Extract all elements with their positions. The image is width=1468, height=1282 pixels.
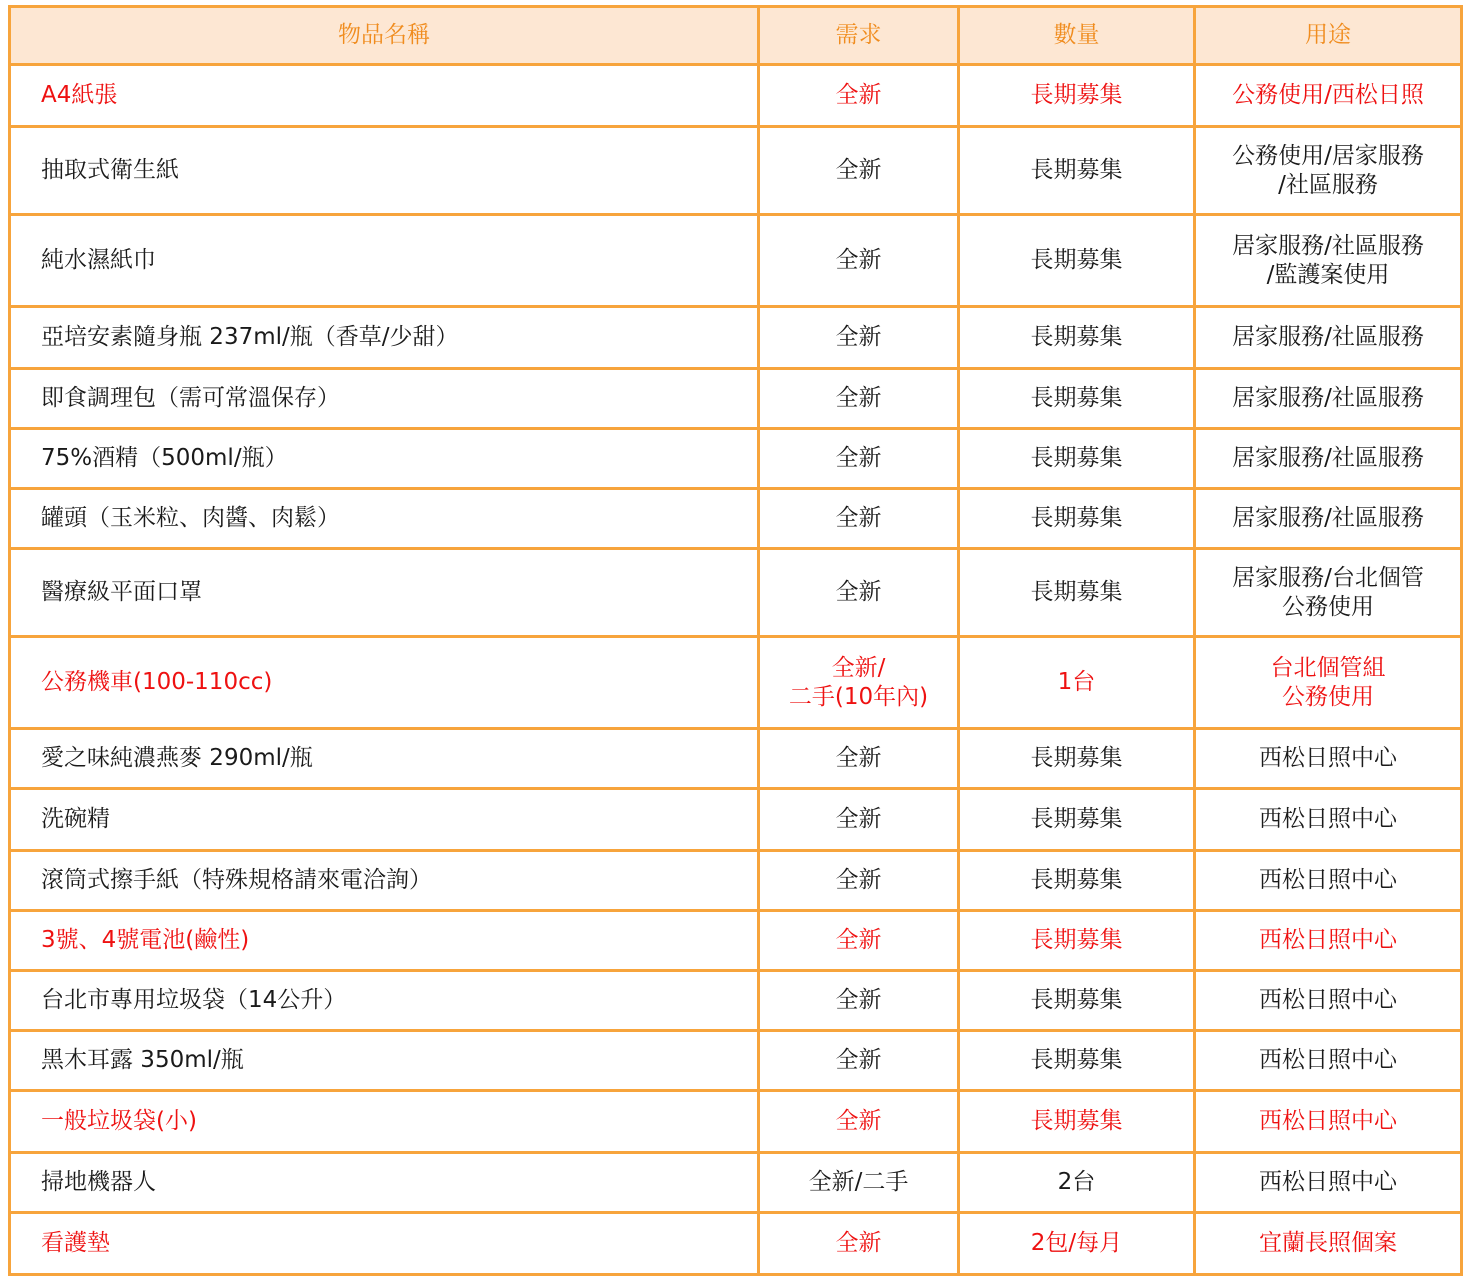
condition-text: 全新 bbox=[835, 445, 882, 471]
quantity-text: 長期募集 bbox=[1030, 505, 1123, 531]
condition-text: 全新 bbox=[835, 324, 882, 350]
item-name-cell bbox=[10, 127, 759, 215]
item-name-text: 抽取式衛生紙 bbox=[41, 157, 179, 183]
condition-cell bbox=[759, 851, 959, 911]
quantity-text: 長期募集 bbox=[1030, 445, 1123, 471]
table-row bbox=[10, 65, 1462, 127]
condition-text: 全新 bbox=[835, 1108, 882, 1134]
quantity-text: 1台 bbox=[1057, 669, 1096, 695]
item-name-text: 愛之味純濃燕麥 290ml/瓶 bbox=[41, 745, 313, 771]
condition-cell bbox=[759, 369, 959, 429]
table-row bbox=[10, 369, 1462, 429]
quantity-text: 長期募集 bbox=[1030, 987, 1123, 1013]
usage-text: 居家服務/社區服務 bbox=[1232, 505, 1424, 531]
item-name-cell bbox=[10, 1091, 759, 1153]
item-name-cell bbox=[10, 911, 759, 971]
quantity-cell bbox=[959, 1213, 1195, 1275]
quantity-cell bbox=[959, 1091, 1195, 1153]
usage-text: 西松日照中心 bbox=[1259, 927, 1397, 953]
usage-cell bbox=[1195, 215, 1462, 307]
usage-cell bbox=[1195, 1091, 1462, 1153]
condition-cell bbox=[759, 789, 959, 851]
quantity-cell bbox=[959, 549, 1195, 637]
condition-text: 全新 bbox=[835, 157, 882, 183]
quantity-cell bbox=[959, 1031, 1195, 1091]
usage-cell bbox=[1195, 789, 1462, 851]
condition-text: 全新 bbox=[835, 505, 882, 531]
condition-text: 全新/ bbox=[831, 654, 886, 681]
usage-cell bbox=[1195, 307, 1462, 369]
quantity-text: 長期募集 bbox=[1030, 806, 1123, 832]
condition-text: 全新 bbox=[835, 927, 882, 953]
item-name-text: 洗碗精 bbox=[41, 806, 110, 832]
usage-cell bbox=[1195, 1153, 1462, 1213]
usage-cell bbox=[1195, 851, 1462, 911]
usage-text: 公務使用/居家服務 bbox=[1232, 142, 1424, 169]
table-row bbox=[10, 1213, 1462, 1275]
item-name-cell bbox=[10, 1031, 759, 1091]
condition-text: 全新 bbox=[835, 806, 882, 832]
condition-text: 全新 bbox=[835, 745, 882, 771]
usage-cell bbox=[1195, 971, 1462, 1031]
condition-cell bbox=[759, 127, 959, 215]
usage-text: 西松日照中心 bbox=[1259, 1169, 1397, 1195]
usage-text: 宜蘭長照個案 bbox=[1259, 1230, 1397, 1256]
condition-text-line2: 二手(10年內) bbox=[788, 683, 929, 710]
item-name-text: 純水濕紙巾 bbox=[41, 247, 156, 273]
usage-cell bbox=[1195, 637, 1462, 729]
item-name-text: 公務機車(100-110cc) bbox=[41, 669, 273, 695]
condition-cell bbox=[759, 1213, 959, 1275]
item-name-text: 掃地機器人 bbox=[41, 1169, 156, 1195]
item-name-text: 黑木耳露 350ml/瓶 bbox=[41, 1047, 244, 1073]
item-name-text: 罐頭（玉米粒、肉醬、肉鬆） bbox=[41, 505, 340, 531]
item-name-text: 75%酒精（500ml/瓶） bbox=[41, 445, 288, 471]
quantity-cell bbox=[959, 729, 1195, 789]
condition-cell bbox=[759, 65, 959, 127]
quantity-cell bbox=[959, 637, 1195, 729]
header-quantity: 數量 bbox=[959, 7, 1195, 65]
table-row bbox=[10, 215, 1462, 307]
condition-text: 全新 bbox=[835, 385, 882, 411]
usage-cell bbox=[1195, 489, 1462, 549]
table-row bbox=[10, 127, 1462, 215]
usage-text: 居家服務/台北個管 bbox=[1232, 564, 1424, 591]
usage-text-line2: /社區服務 bbox=[1278, 171, 1378, 198]
item-name-cell bbox=[10, 549, 759, 637]
item-name-cell bbox=[10, 729, 759, 789]
table-row bbox=[10, 637, 1462, 729]
usage-text: 居家服務/社區服務 bbox=[1232, 445, 1424, 471]
quantity-cell bbox=[959, 1153, 1195, 1213]
item-name-text: 滾筒式擦手紙（特殊規格請來電洽詢） bbox=[41, 867, 432, 893]
quantity-text: 長期募集 bbox=[1030, 324, 1123, 350]
quantity-cell bbox=[959, 789, 1195, 851]
item-name-cell bbox=[10, 429, 759, 489]
header-usage: 用途 bbox=[1195, 7, 1462, 65]
usage-text: 公務使用/西松日照 bbox=[1232, 82, 1424, 108]
condition-text: 全新 bbox=[835, 1230, 882, 1256]
table-row bbox=[10, 851, 1462, 911]
item-name-text: 一般垃圾袋(小) bbox=[41, 1108, 197, 1134]
condition-text: 全新/二手 bbox=[808, 1169, 909, 1195]
quantity-text: 2台 bbox=[1057, 1169, 1096, 1195]
condition-cell bbox=[759, 971, 959, 1031]
quantity-cell bbox=[959, 429, 1195, 489]
usage-text: 西松日照中心 bbox=[1259, 1047, 1397, 1073]
table-row bbox=[10, 789, 1462, 851]
quantity-text: 長期募集 bbox=[1030, 1047, 1123, 1073]
item-name-text: A4紙張 bbox=[41, 82, 118, 108]
usage-text: 居家服務/社區服務 bbox=[1232, 385, 1424, 411]
condition-text: 全新 bbox=[835, 867, 882, 893]
usage-text-line2: 公務使用 bbox=[1282, 593, 1374, 620]
condition-text: 全新 bbox=[835, 987, 882, 1013]
usage-cell bbox=[1195, 429, 1462, 489]
usage-cell bbox=[1195, 65, 1462, 127]
item-name-cell bbox=[10, 637, 759, 729]
item-name-cell bbox=[10, 307, 759, 369]
usage-cell bbox=[1195, 549, 1462, 637]
table-row bbox=[10, 489, 1462, 549]
quantity-cell bbox=[959, 127, 1195, 215]
item-name-cell bbox=[10, 971, 759, 1031]
header-item-name: 物品名稱 bbox=[10, 7, 759, 65]
item-name-cell bbox=[10, 851, 759, 911]
condition-text: 全新 bbox=[835, 247, 882, 273]
usage-cell bbox=[1195, 369, 1462, 429]
usage-cell bbox=[1195, 729, 1462, 789]
condition-text: 全新 bbox=[835, 579, 882, 605]
item-name-text: 醫療級平面口罩 bbox=[41, 579, 202, 605]
quantity-text: 長期募集 bbox=[1030, 82, 1123, 108]
quantity-text: 長期募集 bbox=[1030, 1108, 1123, 1134]
quantity-text: 長期募集 bbox=[1030, 385, 1123, 411]
condition-cell bbox=[759, 429, 959, 489]
item-name-text: 即食調理包（需可常溫保存） bbox=[41, 385, 340, 411]
item-name-text: 3號、4號電池(鹼性) bbox=[41, 927, 250, 953]
usage-text: 西松日照中心 bbox=[1259, 806, 1397, 832]
table-row bbox=[10, 549, 1462, 637]
usage-text: 西松日照中心 bbox=[1259, 987, 1397, 1013]
condition-text: 全新 bbox=[835, 1047, 882, 1073]
table-row bbox=[10, 911, 1462, 971]
usage-text: 西松日照中心 bbox=[1259, 867, 1397, 893]
quantity-cell bbox=[959, 65, 1195, 127]
quantity-cell bbox=[959, 971, 1195, 1031]
item-name-cell bbox=[10, 215, 759, 307]
table-row bbox=[10, 307, 1462, 369]
quantity-text: 長期募集 bbox=[1030, 157, 1123, 183]
item-name-cell bbox=[10, 1213, 759, 1275]
item-name-cell bbox=[10, 65, 759, 127]
condition-cell bbox=[759, 1091, 959, 1153]
usage-cell bbox=[1195, 911, 1462, 971]
quantity-text: 長期募集 bbox=[1030, 745, 1123, 771]
table-row bbox=[10, 1153, 1462, 1213]
usage-cell bbox=[1195, 1031, 1462, 1091]
donation-items-table bbox=[8, 5, 1463, 1276]
table-row bbox=[10, 729, 1462, 789]
usage-text: 西松日照中心 bbox=[1259, 1108, 1397, 1134]
usage-text: 台北個管組 bbox=[1270, 654, 1386, 681]
quantity-cell bbox=[959, 851, 1195, 911]
quantity-text: 長期募集 bbox=[1030, 247, 1123, 273]
condition-cell bbox=[759, 729, 959, 789]
quantity-cell bbox=[959, 307, 1195, 369]
quantity-cell bbox=[959, 911, 1195, 971]
header-row bbox=[10, 7, 1462, 65]
quantity-text: 長期募集 bbox=[1030, 927, 1123, 953]
item-name-cell bbox=[10, 1153, 759, 1213]
usage-text: 居家服務/社區服務 bbox=[1232, 232, 1424, 259]
item-name-text: 台北市專用垃圾袋（14公升） bbox=[41, 987, 347, 1013]
quantity-cell bbox=[959, 369, 1195, 429]
usage-text-line2: 公務使用 bbox=[1282, 683, 1374, 710]
table-row bbox=[10, 429, 1462, 489]
item-name-cell bbox=[10, 789, 759, 851]
condition-cell bbox=[759, 1153, 959, 1213]
item-name-text: 亞培安素隨身瓶 237ml/瓶（香草/少甜） bbox=[41, 324, 459, 350]
table-row bbox=[10, 1031, 1462, 1091]
quantity-cell bbox=[959, 489, 1195, 549]
usage-cell bbox=[1195, 1213, 1462, 1275]
quantity-text: 長期募集 bbox=[1030, 867, 1123, 893]
condition-cell bbox=[759, 911, 959, 971]
usage-text: 居家服務/社區服務 bbox=[1232, 324, 1424, 350]
header-condition: 需求 bbox=[759, 7, 959, 65]
table-row bbox=[10, 971, 1462, 1031]
condition-cell bbox=[759, 215, 959, 307]
condition-cell bbox=[759, 1031, 959, 1091]
condition-text: 全新 bbox=[835, 82, 882, 108]
quantity-text: 2包/每月 bbox=[1030, 1230, 1123, 1256]
condition-cell bbox=[759, 549, 959, 637]
usage-text-line2: /監護案使用 bbox=[1266, 261, 1390, 288]
usage-cell bbox=[1195, 127, 1462, 215]
condition-cell bbox=[759, 637, 959, 729]
usage-text: 西松日照中心 bbox=[1259, 745, 1397, 771]
table-row bbox=[10, 1091, 1462, 1153]
quantity-text: 長期募集 bbox=[1030, 579, 1123, 605]
item-name-cell bbox=[10, 489, 759, 549]
quantity-cell bbox=[959, 215, 1195, 307]
item-name-text: 看護墊 bbox=[41, 1230, 110, 1256]
condition-cell bbox=[759, 489, 959, 549]
condition-cell bbox=[759, 307, 959, 369]
item-name-cell bbox=[10, 369, 759, 429]
